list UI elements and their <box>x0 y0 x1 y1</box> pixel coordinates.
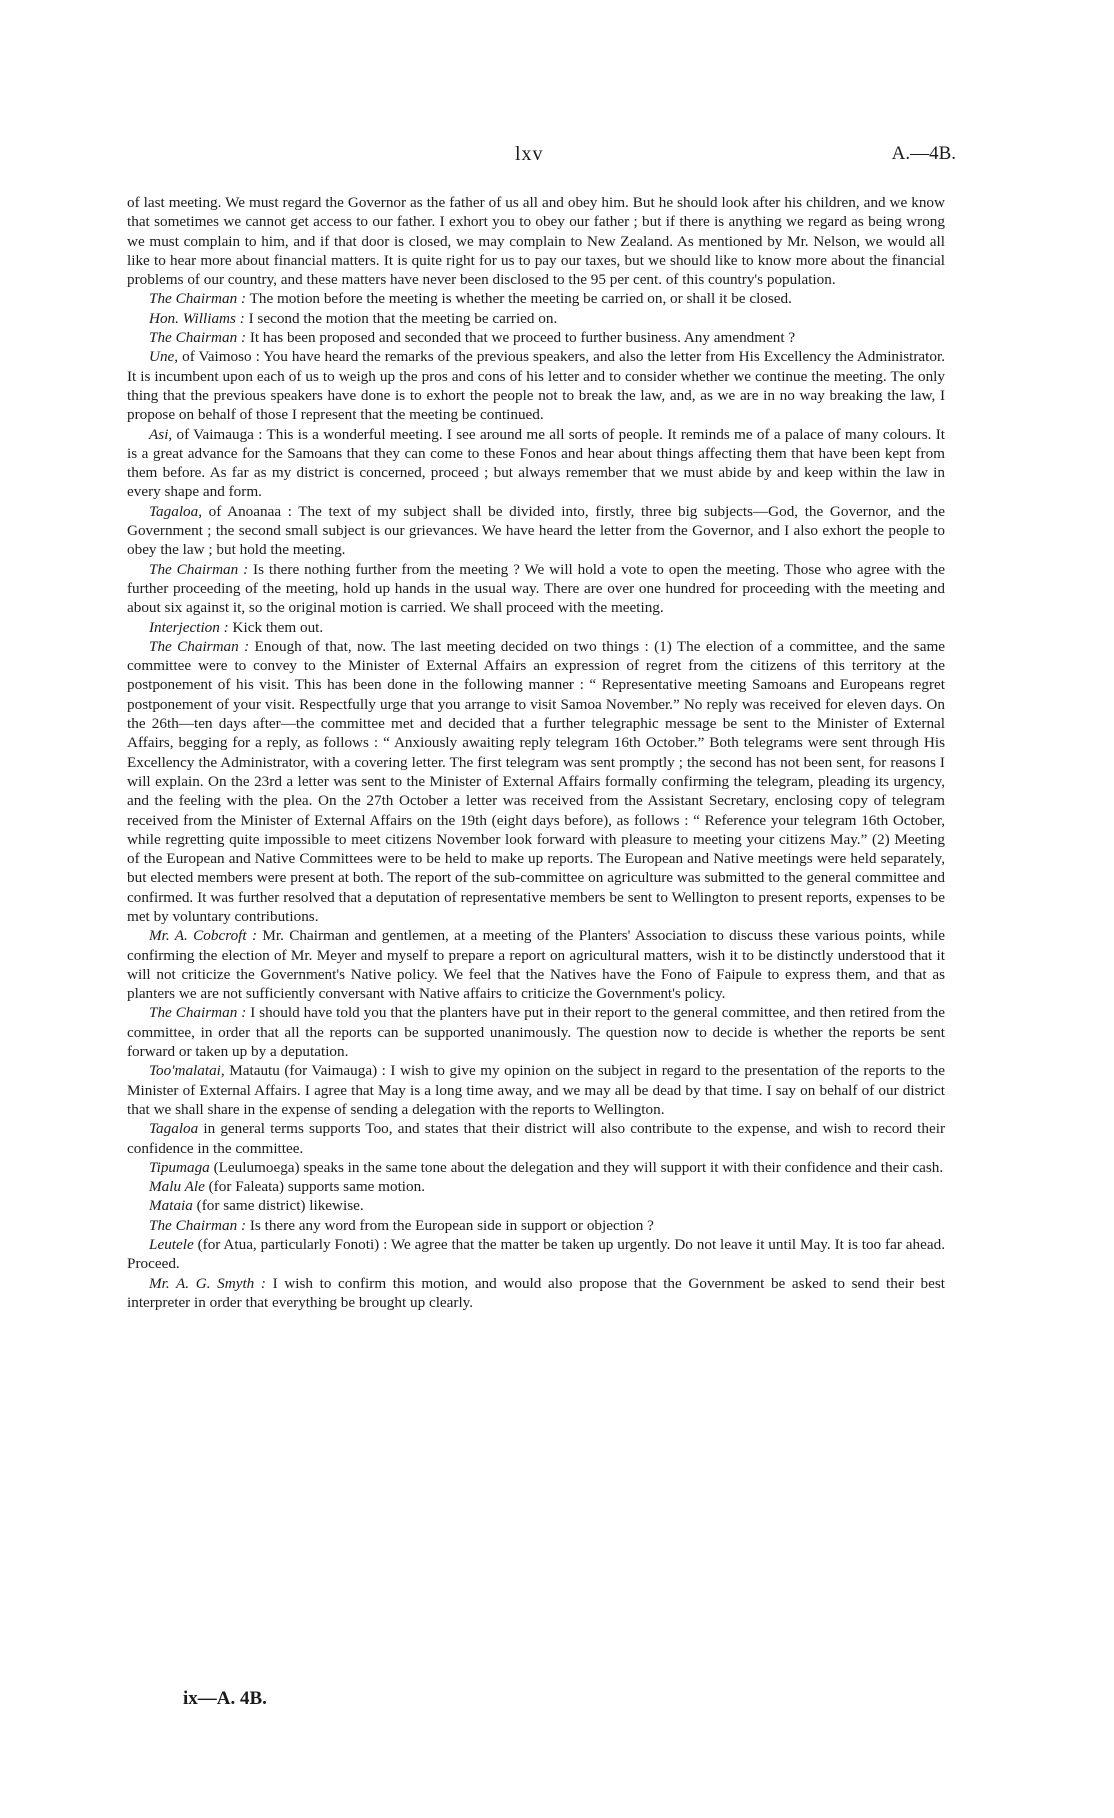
paragraph-text: Mr. Chairman and gentlemen, at a meeting of the Planters' Association to discuss these various points, while confirming the election of Mr. Meyer and myself to prepare a report on agricultural matters, wish it to be distinctly understood that it will not criticize the Government's Native policy. We feel that the Natives have the Fono of Faipule to express them, and that as planters we are not sufficiently conversant with Native affairs to criticize the Government's policy. <box>127 927 946 1003</box>
paragraph-text: of Anoanaa : The text of my subject shall be divided into, firstly, three big subjects—God, the Governor, and the Government ; the second small subject is our grievances. We have heard the letter from the Governor, and I also exhort the people to obey the law ; but hold the meeting. <box>127 502 946 559</box>
paragraph-text: I wish to confirm this motion, and would also propose that the Government be asked to send their best interpreter in order that everything be brought up clearly. <box>127 1274 945 1311</box>
signature-mark: ix—A. 4B. <box>183 1688 267 1709</box>
speaker-name: Tipumaga <box>149 1158 210 1176</box>
page-header <box>0 143 1114 169</box>
paragraph <box>127 502 945 560</box>
paragraph <box>127 1119 945 1158</box>
paragraph-text: Kick them out. <box>232 618 324 636</box>
paragraph <box>127 1235 945 1274</box>
paragraph <box>127 1177 945 1196</box>
speaker-name: Too'malatai, <box>149 1062 225 1080</box>
document-reference: A.—4B. <box>891 143 956 164</box>
paragraph <box>127 347 945 424</box>
paragraph <box>127 193 945 289</box>
paragraph-text: It has been proposed and seconded that we proceed to further business. Any amendment ? <box>249 329 796 347</box>
speaker-name: The Chairman : <box>149 1004 247 1022</box>
paragraph <box>127 618 945 637</box>
paragraph <box>127 637 945 926</box>
paragraph <box>127 1216 945 1235</box>
document-body <box>127 193 945 1312</box>
paragraph <box>127 1003 945 1061</box>
speaker-name: Tagaloa <box>149 1120 199 1138</box>
speaker-name: The Chairman : <box>149 1216 247 1234</box>
speaker-name: Hon. Williams : <box>149 309 245 327</box>
page-number: lxv <box>515 143 544 165</box>
paragraph-text: (for Atua, particularly Fonoti) : We agree that the matter be taken up urgently. Do not leave it until May. It is too far ahead. Proceed. <box>127 1236 945 1273</box>
paragraph <box>127 1274 945 1313</box>
speaker-name: Asi, <box>149 425 173 443</box>
paragraph-text: Is there any word from the European side in support or objection ? <box>249 1216 654 1234</box>
speaker-name: Mr. A. Cobcroft : <box>149 927 258 945</box>
speaker-name: The Chairman : <box>149 637 250 655</box>
speaker-name: Mr. A. G. Smyth : <box>149 1274 266 1292</box>
paragraph-text: Is there nothing further from the meeting ? We will hold a vote to open the meeting. Those who agree with the further proceeding of the meeting, hold up hands in the usual way. There are over one hundred for proceeding with the meeting and about six against it, so the original motion is carried. We shall proceed with the meeting. <box>127 560 945 617</box>
speaker-name: Tagaloa, <box>149 502 203 520</box>
speaker-name: Leutele <box>149 1236 194 1254</box>
paragraph-text: I second the motion that the meeting be carried on. <box>248 309 558 327</box>
paragraph <box>127 309 945 328</box>
speaker-name: Une, <box>149 348 179 366</box>
paragraph-text: of Vaimauga : This is a wonderful meeting. I see around me all sorts of people. It reminds me of a palace of many colours. It is a great advance for the Samoans that they can come to these Fonos and hear about things affecting them that have been kept from them before. As far as my district is concerned, proceed ; but always remember that we must abide by and keep within the law in every shape and form. <box>127 425 945 501</box>
paragraph-text: I should have told you that the planters have put in their report to the general committee, and then retired from the committee, in order that all the reports can be supported unanimously. The question now to decide is whether the reports be sent forward or taken up by a deputation. <box>127 1004 946 1061</box>
paragraph-text: (for Faleata) supports same motion. <box>208 1178 425 1196</box>
paragraph-text: Enough of that, now. The last meeting decided on two things : (1) The election of a committee, and the same committee were to convey to the Minister of External Affairs an expression of regret from the citizens of this territory at the postponement of his visit. This has been done in the following manner : “ Representative meeting Samoans and Europeans regret postponement of your visit. Respectfully urge that you arrange to visit Samoa November.” No reply was received for eleven days. On the 26th—ten days after—the committee met and decided that a further telegraphic message be sent to the Minister of External Affairs, begging for a reply, as follows : “ Anxiously awaiting reply telegram 16th October.” Both telegrams were sent through His Excellency the Administrator, with a covering letter. The first telegram was sent promptly ; the second has not been sent, for reasons I will explain. On the 23rd a letter was sent to the Minister of External Affairs formally confirming the telegram, pleading its urgency, and the feeling with the plea. On the 27th October a letter was received from the Assistant Secretary, enclosing copy of telegram received from the Minister of External Affairs on the 19th (eight days before), as follows : “ Reference your telegram 16th October, while regretting quite impossible to meet citizens November look forward with pleasure to meeting your citizens May.” (2) Meeting of the European and Native Committees were to be held to make up reports. The European and Native meetings were held separately, but elected members were present at both. The report of the sub-committee on agriculture was submitted to the general committee and confirmed. It was further resolved that a deputation of representative members be sent to Wellington to present reports, expenses to be met by voluntary contributions. <box>127 637 946 925</box>
paragraph <box>127 289 945 308</box>
speaker-name: The Chairman : <box>149 560 249 578</box>
speaker-name: Mataia <box>149 1197 193 1215</box>
paragraph-text: Matautu (for Vaimauga) : I wish to give my opinion on the subject in regard to the presentation of the reports to the Minister of External Affairs. I agree that May is a long time away, and we may all be dead by that time. I say on behalf of our district that we shall share in the expense of sending a delegation with the reports to Wellington. <box>127 1062 945 1118</box>
paragraph <box>127 1158 945 1177</box>
speaker-name: Malu Ale <box>149 1178 205 1196</box>
paragraph-text: in general terms supports Too, and states that their district will also contribute to the expense, and wish to record their confidence in the committee. <box>127 1120 946 1157</box>
speaker-name: The Chairman : <box>149 329 247 347</box>
paragraph <box>127 560 945 618</box>
paragraph-text: (for same district) likewise. <box>196 1197 364 1215</box>
paragraph <box>127 1196 945 1215</box>
paragraph <box>127 328 945 347</box>
paragraph-text: The motion before the meeting is whether the meeting be carried on, or shall it be closed. <box>249 290 792 308</box>
paragraph <box>127 1061 945 1119</box>
paragraph-text: (Leulumoega) speaks in the same tone about the delegation and they will support it with their confidence and their cash. <box>213 1158 944 1176</box>
paragraph-text: of Vaimoso : You have heard the remarks of the previous speakers, and also the letter from His Excellency the Administrator. It is incumbent upon each of us to weigh up the pros and cons of his letter and to consider whether we continue the meeting. The only thing that the previous speakers have done is to exhort the people not to break the law, and, as we are in no way breaking the law, I propose on behalf of those I represent that the meeting be continued. <box>127 348 946 424</box>
speaker-name: Interjection : <box>149 618 229 636</box>
paragraph <box>127 425 945 502</box>
speaker-name: The Chairman : <box>149 290 247 308</box>
paragraph <box>127 926 945 1003</box>
paragraph-text: of last meeting. We must regard the Governor as the father of us all and obey him. But he should look after his children, and we know that sometimes we cannot get access to our father. I exhort you to obey our father ; but if there is anything we regard as being wrong we must complain to him, and if that door is closed, we may complain to New Zealand. As mentioned by Mr. Nelson, we would all like to hear more about financial matters. It is quite right for us to pay our taxes, but we should like to know more about the financial problems of our country, and these matters have never been disclosed to the 95 per cent. of this country's population. <box>127 194 945 289</box>
